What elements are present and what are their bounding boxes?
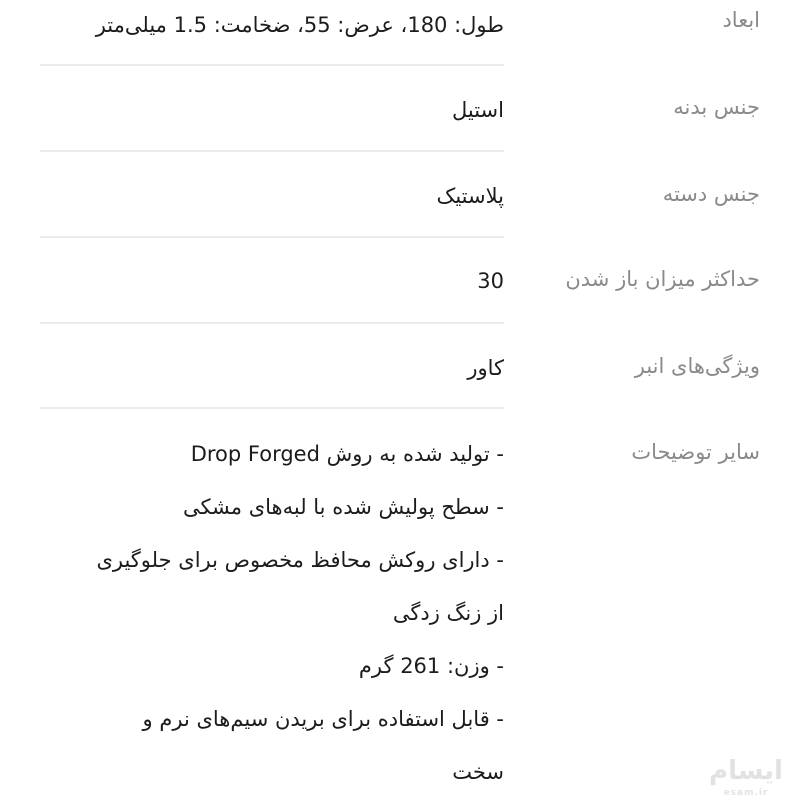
- description-line: سخت: [452, 760, 504, 784]
- spec-value-dimensions: طول: 180، عرض: 55، ضخامت: 1.5 میلی‌متر: [95, 13, 504, 37]
- row-divider: [40, 236, 504, 238]
- spec-value-features: کاور: [467, 356, 504, 380]
- other-descriptions-list: [34, 434, 504, 800]
- description-line: - وزن: 261 گرم: [358, 654, 504, 678]
- spec-label-body-material: جنس بدنه: [673, 95, 760, 119]
- spec-label-dimensions: ابعاد: [722, 8, 760, 32]
- watermark-text: ایسام: [709, 756, 783, 786]
- spec-label-other-descriptions: سایر توضیحات: [631, 440, 760, 464]
- spec-label-handle-material: جنس دسته: [662, 182, 760, 206]
- row-divider: [40, 322, 504, 324]
- row-divider: [40, 64, 504, 66]
- spec-label-features: ویژگی‌های انبر: [634, 354, 760, 378]
- description-line: - تولید شده به روش Drop Forged: [190, 442, 504, 466]
- description-line: - قابل استفاده برای بریدن سیم‌های نرم و: [142, 707, 504, 731]
- spec-value-handle-material: پلاستیک: [436, 184, 504, 208]
- spec-label-max-opening: حداکثر میزان باز شدن: [565, 267, 760, 291]
- watermark-logo: [700, 754, 792, 798]
- row-divider: [40, 407, 504, 409]
- description-line: - دارای روکش محافظ مخصوص برای جلوگیری: [96, 548, 504, 572]
- spec-value-body-material: استیل: [451, 98, 504, 122]
- description-line: از زنگ زدگی: [392, 601, 504, 625]
- row-divider: [40, 150, 504, 152]
- watermark-sub: esam.ir: [723, 788, 769, 798]
- description-line: - سطح پولیش شده با لبه‌های مشکی: [182, 495, 504, 519]
- spec-value-max-opening: 30: [477, 269, 504, 293]
